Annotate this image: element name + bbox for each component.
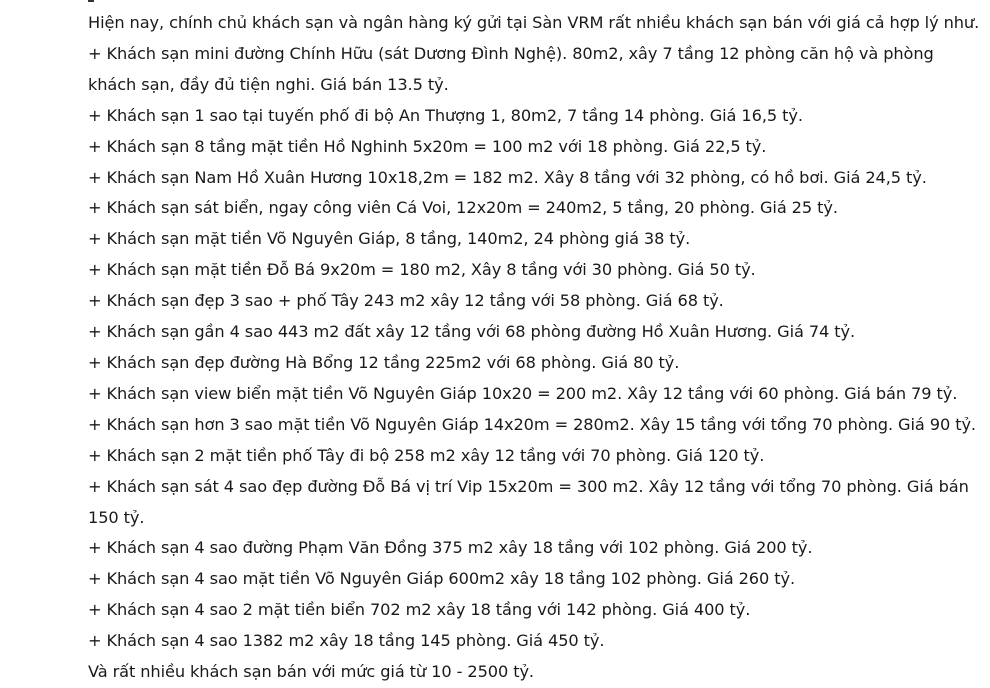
outro-paragraph: Và rất nhiều khách sạn bán với mức giá từ 10 - 2500 tỷ.	[88, 662, 534, 682]
list-item: + Khách sạn 4 sao đường Phạm Văn Đồng 375 m2 xây 18 tầng với 102 phòng. Giá 200 tỷ.	[88, 538, 813, 558]
list-item: + Khách sạn sát 4 sao đẹp đường Đỗ Bá vị trí Vip 15x20m = 300 m2. Xây 12 tầng với tổng 70 phòng. Giá bán 150 tỷ.	[88, 476, 969, 527]
list-item: + Khách sạn mặt tiền Võ Nguyên Giáp, 8 tầng, 140m2, 24 phòng giá 38 tỷ.	[88, 229, 691, 249]
list-item: + Khách sạn đẹp 3 sao + phố Tây 243 m2 xây 12 tầng với 58 phòng. Giá 68 tỷ.	[88, 291, 724, 311]
list-item: + Khách sạn sát biển, ngay công viên Cá Voi, 12x20m = 240m2, 5 tầng, 20 phòng. Giá 25 tỷ.	[88, 198, 838, 218]
article-body	[88, 8, 983, 688]
list-item: + Khách sạn 2 mặt tiền phố Tây đi bộ 258 m2 xây 12 tầng với 70 phòng. Giá 120 tỷ.	[88, 445, 765, 465]
list-item: + Khách sạn Nam Hồ Xuân Hương 10x18,2m = 182 m2. Xây 8 tầng với 32 phòng, có hồ bơi. Giá 24,5 tỷ.	[88, 167, 927, 187]
hotel-list	[88, 39, 983, 657]
list-item: + Khách sạn 8 tầng mặt tiền Hồ Nghinh 5x20m = 100 m2 với 18 phòng. Giá 22,5 tỷ.	[88, 136, 767, 156]
list-item: + Khách sạn 4 sao mặt tiền Võ Nguyên Giáp 600m2 xây 18 tầng 102 phòng. Giá 260 tỷ.	[88, 569, 795, 589]
list-item: + Khách sạn gần 4 sao 443 m2 đất xây 12 tầng với 68 phòng đường Hồ Xuân Hương. Giá 74 tỷ.	[88, 322, 856, 342]
list-item: + Khách sạn mặt tiền Đỗ Bá 9x20m = 180 m2, Xây 8 tầng với 30 phòng. Giá 50 tỷ.	[88, 260, 756, 280]
list-item: + Khách sạn view biển mặt tiền Võ Nguyên Giáp 10x20 = 200 m2. Xây 12 tầng với 60 phòng. Giá bán 79 tỷ.	[88, 383, 958, 403]
intro-paragraph: Hiện nay, chính chủ khách sạn và ngân hàng ký gửi tại Sàn VRM rất nhiều khách sạn bán với giá cả hợp lý như.	[88, 13, 980, 32]
list-item: + Khách sạn mini đường Chính Hữu (sát Dương Đình Nghệ). 80m2, xây 7 tầng 12 phòng căn hộ và phòng khách sạn, đầy đủ tiện nghi. Giá bán 13.5 tỷ.	[88, 43, 934, 94]
list-item: + Khách sạn đẹp đường Hà Bổng 12 tầng 225m2 với 68 phòng. Giá 80 tỷ.	[88, 352, 680, 372]
list-item: + Khách sạn 4 sao 2 mặt tiền biển 702 m2 xây 18 tầng với 142 phòng. Giá 400 tỷ.	[88, 600, 751, 620]
list-item: + Khách sạn 4 sao 1382 m2 xây 18 tầng 145 phòng. Giá 450 tỷ.	[88, 631, 605, 651]
list-item: + Khách sạn 1 sao tại tuyến phố đi bộ An Thượng 1, 80m2, 7 tầng 14 phòng. Giá 16,5 tỷ.	[88, 105, 803, 125]
list-item: + Khách sạn hơn 3 sao mặt tiền Võ Nguyên Giáp 14x20m = 280m2. Xây 15 tầng với tổng 70 phòng. Giá 90 tỷ.	[88, 414, 976, 434]
cropped-text-fragment	[88, 0, 94, 2]
